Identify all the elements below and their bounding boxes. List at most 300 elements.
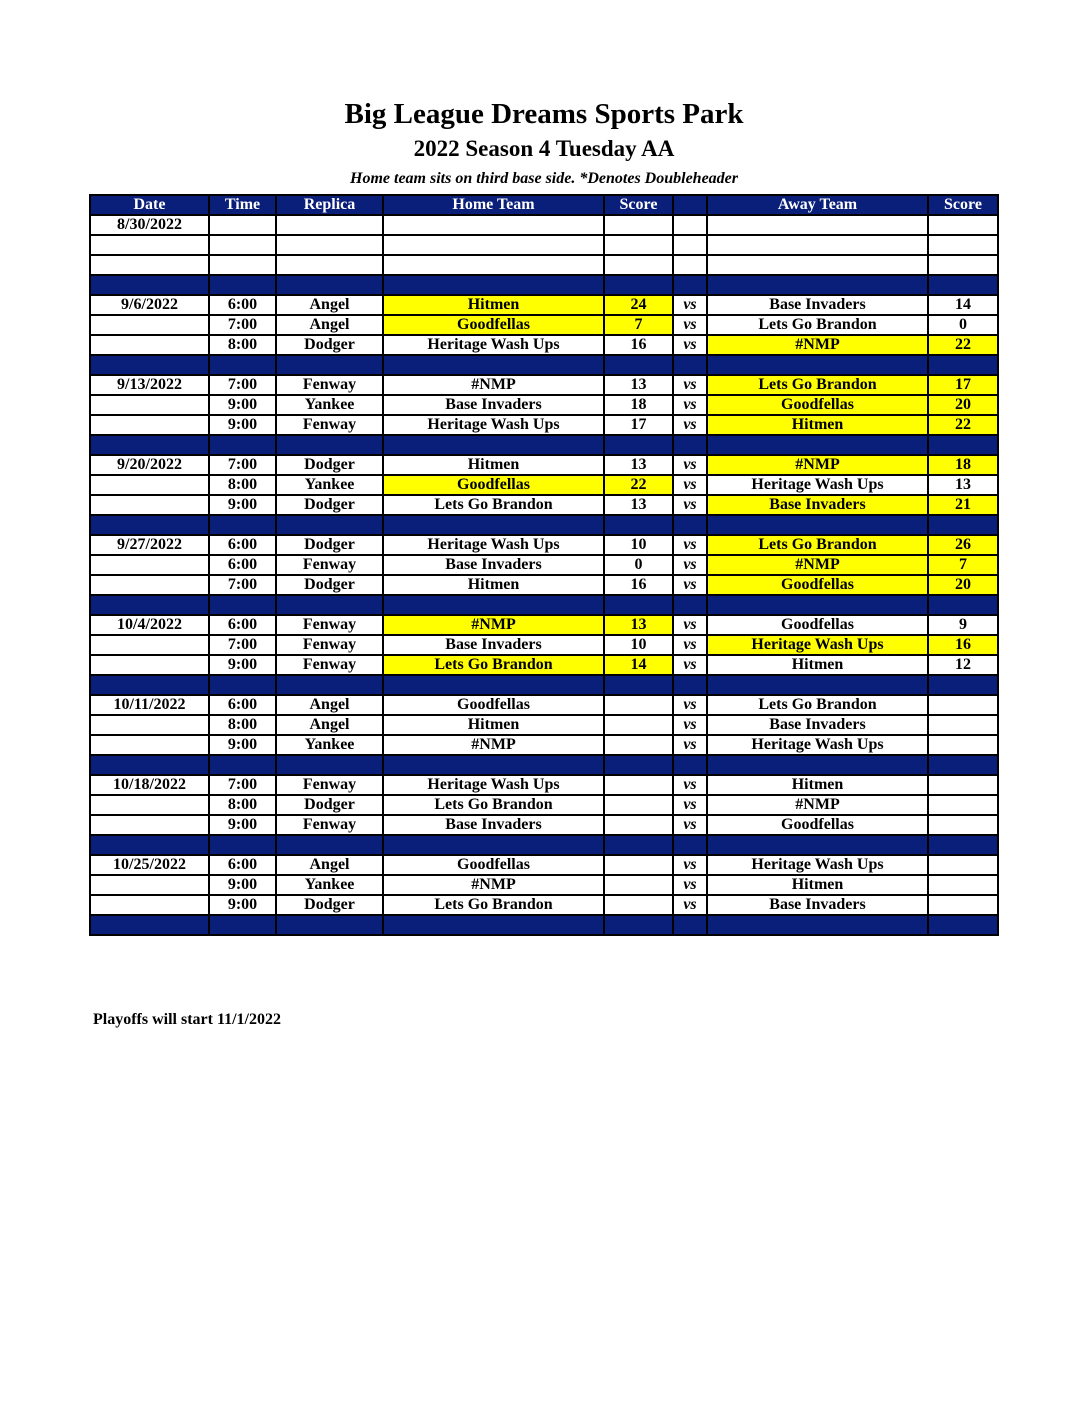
week-separator-row: [90, 435, 998, 455]
away-score-cell: 18: [928, 455, 998, 475]
game-row: [90, 655, 998, 675]
date-cell: [90, 315, 209, 335]
time-cell: 7:00: [209, 455, 276, 475]
time-cell: 9:00: [209, 895, 276, 915]
home-team-cell: #NMP: [383, 375, 604, 395]
game-row: [90, 635, 998, 655]
away-team-cell: Goodfellas: [707, 395, 928, 415]
date-cell: [90, 415, 209, 435]
away-team-cell: Hitmen: [707, 415, 928, 435]
game-row: [90, 415, 998, 435]
game-row: [90, 855, 998, 875]
vs-cell: vs: [673, 395, 707, 415]
away-team-cell: Goodfellas: [707, 815, 928, 835]
home-team-cell: Lets Go Brandon: [383, 655, 604, 675]
vs-cell: vs: [673, 455, 707, 475]
home-team-cell: [383, 215, 604, 235]
separator-cell: [604, 355, 673, 375]
date-cell: [90, 795, 209, 815]
home-score-cell: [604, 795, 673, 815]
date-cell: 9/27/2022: [90, 535, 209, 555]
time-cell: 7:00: [209, 635, 276, 655]
playoffs-note: Playoffs will start 11/1/2022: [93, 1011, 281, 1028]
vs-cell: vs: [673, 775, 707, 795]
week-separator-row: [90, 675, 998, 695]
date-cell: 9/20/2022: [90, 455, 209, 475]
away-team-cell: Lets Go Brandon: [707, 535, 928, 555]
away-score-cell: [928, 855, 998, 875]
time-cell: 6:00: [209, 855, 276, 875]
time-cell: 6:00: [209, 555, 276, 575]
home-score-cell: 13: [604, 495, 673, 515]
home-team-cell: Goodfellas: [383, 695, 604, 715]
away-team-cell: Heritage Wash Ups: [707, 475, 928, 495]
date-cell: [90, 255, 209, 275]
time-cell: 8:00: [209, 795, 276, 815]
vs-cell: vs: [673, 475, 707, 495]
separator-cell: [673, 355, 707, 375]
separator-cell: [276, 835, 383, 855]
header-away-team: Away Team: [707, 195, 928, 215]
separator-cell: [276, 675, 383, 695]
game-row: [90, 395, 998, 415]
home-team-cell: Base Invaders: [383, 555, 604, 575]
separator-cell: [209, 435, 276, 455]
header-home-score: Score: [604, 195, 673, 215]
field-cell: Angel: [276, 315, 383, 335]
game-row: [90, 795, 998, 815]
header-home-team: Home Team: [383, 195, 604, 215]
header-vs: [673, 195, 707, 215]
game-row: [90, 695, 998, 715]
time-cell: 7:00: [209, 375, 276, 395]
vs-cell: vs: [673, 795, 707, 815]
away-team-cell: [707, 255, 928, 275]
time-cell: 8:00: [209, 715, 276, 735]
time-cell: 9:00: [209, 735, 276, 755]
home-score-cell: [604, 695, 673, 715]
home-score-cell: 7: [604, 315, 673, 335]
game-row: [90, 495, 998, 515]
home-score-cell: 18: [604, 395, 673, 415]
field-cell: Fenway: [276, 775, 383, 795]
separator-cell: [707, 675, 928, 695]
home-team-cell: Base Invaders: [383, 815, 604, 835]
away-score-cell: [928, 235, 998, 255]
vs-cell: [673, 215, 707, 235]
separator-cell: [90, 275, 209, 295]
separator-cell: [383, 835, 604, 855]
home-score-cell: 16: [604, 335, 673, 355]
date-cell: 9/6/2022: [90, 295, 209, 315]
date-cell: [90, 655, 209, 675]
separator-cell: [673, 275, 707, 295]
week-separator-row: [90, 755, 998, 775]
separator-cell: [928, 915, 998, 935]
date-cell: [90, 575, 209, 595]
game-row: [90, 615, 998, 635]
away-score-cell: 16: [928, 635, 998, 655]
vs-cell: vs: [673, 655, 707, 675]
date-cell: [90, 555, 209, 575]
date-cell: 10/4/2022: [90, 615, 209, 635]
time-cell: 6:00: [209, 615, 276, 635]
separator-cell: [673, 595, 707, 615]
separator-cell: [90, 355, 209, 375]
away-team-cell: Base Invaders: [707, 295, 928, 315]
separator-cell: [276, 915, 383, 935]
header-date: Date: [90, 195, 209, 215]
time-cell: [209, 215, 276, 235]
vs-cell: vs: [673, 335, 707, 355]
separator-cell: [383, 915, 604, 935]
game-row: [90, 555, 998, 575]
away-team-cell: Goodfellas: [707, 575, 928, 595]
separator-cell: [209, 595, 276, 615]
away-team-cell: #NMP: [707, 555, 928, 575]
date-cell: [90, 635, 209, 655]
week-separator-row: [90, 355, 998, 375]
time-cell: 9:00: [209, 815, 276, 835]
away-team-cell: Lets Go Brandon: [707, 315, 928, 335]
separator-cell: [276, 355, 383, 375]
home-score-cell: 22: [604, 475, 673, 495]
vs-cell: [673, 235, 707, 255]
vs-cell: vs: [673, 715, 707, 735]
separator-cell: [276, 275, 383, 295]
field-cell: Fenway: [276, 655, 383, 675]
away-team-cell: Hitmen: [707, 875, 928, 895]
field-cell: Fenway: [276, 635, 383, 655]
game-row: [90, 475, 998, 495]
home-score-cell: 24: [604, 295, 673, 315]
home-team-cell: [383, 255, 604, 275]
field-cell: Angel: [276, 715, 383, 735]
separator-cell: [209, 515, 276, 535]
time-cell: 9:00: [209, 655, 276, 675]
home-team-cell: Heritage Wash Ups: [383, 415, 604, 435]
separator-cell: [604, 835, 673, 855]
separator-cell: [673, 835, 707, 855]
separator-cell: [90, 755, 209, 775]
week-separator-row: [90, 915, 998, 935]
date-cell: 10/11/2022: [90, 695, 209, 715]
field-cell: Angel: [276, 695, 383, 715]
away-score-cell: 20: [928, 395, 998, 415]
separator-cell: [928, 435, 998, 455]
time-cell: 9:00: [209, 395, 276, 415]
field-cell: Dodger: [276, 575, 383, 595]
home-score-cell: 0: [604, 555, 673, 575]
game-row: [90, 255, 998, 275]
game-row: [90, 295, 998, 315]
home-team-cell: Lets Go Brandon: [383, 895, 604, 915]
home-team-cell: Base Invaders: [383, 395, 604, 415]
separator-cell: [604, 435, 673, 455]
away-score-cell: [928, 775, 998, 795]
separator-cell: [209, 915, 276, 935]
home-score-cell: [604, 895, 673, 915]
separator-cell: [928, 595, 998, 615]
separator-cell: [707, 355, 928, 375]
field-cell: Fenway: [276, 555, 383, 575]
away-score-cell: [928, 875, 998, 895]
separator-cell: [276, 515, 383, 535]
field-cell: Fenway: [276, 415, 383, 435]
field-cell: Dodger: [276, 455, 383, 475]
time-cell: 6:00: [209, 295, 276, 315]
schedule-table: [89, 194, 999, 936]
away-score-cell: [928, 215, 998, 235]
away-team-cell: Goodfellas: [707, 615, 928, 635]
home-score-cell: 10: [604, 635, 673, 655]
date-cell: [90, 815, 209, 835]
separator-cell: [604, 515, 673, 535]
home-score-cell: 13: [604, 455, 673, 475]
home-score-cell: 17: [604, 415, 673, 435]
date-cell: [90, 235, 209, 255]
game-row: [90, 735, 998, 755]
away-team-cell: Base Invaders: [707, 715, 928, 735]
date-cell: [90, 735, 209, 755]
home-score-cell: 16: [604, 575, 673, 595]
separator-cell: [383, 435, 604, 455]
schedule-body: [90, 215, 998, 935]
home-team-cell: #NMP: [383, 735, 604, 755]
home-score-cell: [604, 715, 673, 735]
away-team-cell: Hitmen: [707, 655, 928, 675]
home-team-cell: Hitmen: [383, 295, 604, 315]
home-score-cell: [604, 235, 673, 255]
date-cell: 8/30/2022: [90, 215, 209, 235]
away-team-cell: Base Invaders: [707, 495, 928, 515]
schedule-note: Home team sits on third base side. *Denotes Doubleheader: [350, 170, 738, 187]
vs-cell: [673, 255, 707, 275]
time-cell: 8:00: [209, 335, 276, 355]
vs-cell: vs: [673, 495, 707, 515]
field-cell: Fenway: [276, 375, 383, 395]
home-score-cell: [604, 215, 673, 235]
separator-cell: [928, 675, 998, 695]
week-separator-row: [90, 275, 998, 295]
separator-cell: [90, 515, 209, 535]
away-score-cell: 13: [928, 475, 998, 495]
home-team-cell: Heritage Wash Ups: [383, 335, 604, 355]
away-score-cell: 7: [928, 555, 998, 575]
game-row: [90, 455, 998, 475]
away-score-cell: 20: [928, 575, 998, 595]
header-row: [90, 195, 998, 215]
field-cell: Dodger: [276, 535, 383, 555]
separator-cell: [604, 755, 673, 775]
field-cell: [276, 235, 383, 255]
separator-cell: [673, 915, 707, 935]
field-cell: [276, 215, 383, 235]
away-score-cell: 21: [928, 495, 998, 515]
separator-cell: [928, 355, 998, 375]
field-cell: Fenway: [276, 615, 383, 635]
separator-cell: [928, 835, 998, 855]
vs-cell: vs: [673, 635, 707, 655]
page-title: Big League Dreams Sports Park: [344, 98, 744, 130]
separator-cell: [928, 755, 998, 775]
game-row: [90, 875, 998, 895]
away-score-cell: 22: [928, 335, 998, 355]
field-cell: Yankee: [276, 875, 383, 895]
away-score-cell: 9: [928, 615, 998, 635]
vs-cell: vs: [673, 615, 707, 635]
away-score-cell: [928, 715, 998, 735]
separator-cell: [673, 515, 707, 535]
home-score-cell: [604, 875, 673, 895]
away-score-cell: 22: [928, 415, 998, 435]
date-cell: [90, 895, 209, 915]
home-score-cell: [604, 855, 673, 875]
away-team-cell: #NMP: [707, 455, 928, 475]
vs-cell: vs: [673, 375, 707, 395]
game-row: [90, 895, 998, 915]
separator-cell: [604, 915, 673, 935]
away-score-cell: [928, 695, 998, 715]
away-score-cell: 17: [928, 375, 998, 395]
date-cell: [90, 395, 209, 415]
game-row: [90, 575, 998, 595]
field-cell: [276, 255, 383, 275]
home-score-cell: 13: [604, 375, 673, 395]
home-team-cell: Heritage Wash Ups: [383, 535, 604, 555]
field-cell: Yankee: [276, 395, 383, 415]
away-team-cell: Heritage Wash Ups: [707, 635, 928, 655]
separator-cell: [209, 835, 276, 855]
date-cell: [90, 475, 209, 495]
vs-cell: vs: [673, 315, 707, 335]
separator-cell: [928, 275, 998, 295]
separator-cell: [604, 675, 673, 695]
page-subtitle: 2022 Season 4 Tuesday AA: [413, 136, 675, 161]
separator-cell: [707, 595, 928, 615]
home-score-cell: [604, 735, 673, 755]
vs-cell: vs: [673, 695, 707, 715]
game-row: [90, 535, 998, 555]
header-away-score: Score: [928, 195, 998, 215]
separator-cell: [707, 755, 928, 775]
vs-cell: vs: [673, 295, 707, 315]
away-score-cell: 12: [928, 655, 998, 675]
field-cell: Fenway: [276, 815, 383, 835]
vs-cell: vs: [673, 575, 707, 595]
separator-cell: [673, 435, 707, 455]
separator-cell: [604, 275, 673, 295]
time-cell: 8:00: [209, 475, 276, 495]
header-replica: Replica: [276, 195, 383, 215]
separator-cell: [673, 675, 707, 695]
separator-cell: [90, 675, 209, 695]
field-cell: Angel: [276, 295, 383, 315]
game-row: [90, 235, 998, 255]
vs-cell: vs: [673, 735, 707, 755]
date-cell: 10/25/2022: [90, 855, 209, 875]
away-score-cell: 14: [928, 295, 998, 315]
separator-cell: [707, 515, 928, 535]
separator-cell: [383, 755, 604, 775]
away-score-cell: [928, 815, 998, 835]
separator-cell: [209, 275, 276, 295]
vs-cell: vs: [673, 535, 707, 555]
field-cell: Angel: [276, 855, 383, 875]
separator-cell: [90, 595, 209, 615]
home-team-cell: Goodfellas: [383, 315, 604, 335]
date-cell: [90, 875, 209, 895]
home-team-cell: Goodfellas: [383, 475, 604, 495]
date-cell: 9/13/2022: [90, 375, 209, 395]
time-cell: 9:00: [209, 415, 276, 435]
separator-cell: [90, 915, 209, 935]
away-score-cell: [928, 895, 998, 915]
separator-cell: [90, 835, 209, 855]
away-team-cell: Heritage Wash Ups: [707, 735, 928, 755]
vs-cell: vs: [673, 415, 707, 435]
vs-cell: vs: [673, 855, 707, 875]
game-row: [90, 775, 998, 795]
field-cell: Yankee: [276, 475, 383, 495]
away-team-cell: #NMP: [707, 335, 928, 355]
away-team-cell: #NMP: [707, 795, 928, 815]
game-row: [90, 335, 998, 355]
date-cell: [90, 715, 209, 735]
away-score-cell: 26: [928, 535, 998, 555]
field-cell: Dodger: [276, 335, 383, 355]
separator-cell: [209, 755, 276, 775]
away-team-cell: Base Invaders: [707, 895, 928, 915]
home-team-cell: Lets Go Brandon: [383, 495, 604, 515]
separator-cell: [276, 755, 383, 775]
separator-cell: [276, 435, 383, 455]
time-cell: 9:00: [209, 495, 276, 515]
week-separator-row: [90, 515, 998, 535]
time-cell: [209, 255, 276, 275]
header-time: Time: [209, 195, 276, 215]
game-row: [90, 715, 998, 735]
separator-cell: [383, 355, 604, 375]
field-cell: Dodger: [276, 895, 383, 915]
home-team-cell: #NMP: [383, 615, 604, 635]
game-row: [90, 815, 998, 835]
away-team-cell: Lets Go Brandon: [707, 695, 928, 715]
home-team-cell: Lets Go Brandon: [383, 795, 604, 815]
week-separator-row: [90, 595, 998, 615]
time-cell: 7:00: [209, 315, 276, 335]
away-team-cell: [707, 215, 928, 235]
vs-cell: vs: [673, 815, 707, 835]
home-team-cell: Base Invaders: [383, 635, 604, 655]
separator-cell: [707, 435, 928, 455]
time-cell: 6:00: [209, 695, 276, 715]
home-score-cell: 13: [604, 615, 673, 635]
away-score-cell: 0: [928, 315, 998, 335]
time-cell: 7:00: [209, 575, 276, 595]
separator-cell: [707, 915, 928, 935]
separator-cell: [209, 675, 276, 695]
away-score-cell: [928, 255, 998, 275]
time-cell: 9:00: [209, 875, 276, 895]
home-team-cell: Goodfellas: [383, 855, 604, 875]
separator-cell: [383, 275, 604, 295]
separator-cell: [707, 275, 928, 295]
time-cell: 6:00: [209, 535, 276, 555]
game-row: [90, 375, 998, 395]
separator-cell: [383, 595, 604, 615]
game-row: [90, 315, 998, 335]
